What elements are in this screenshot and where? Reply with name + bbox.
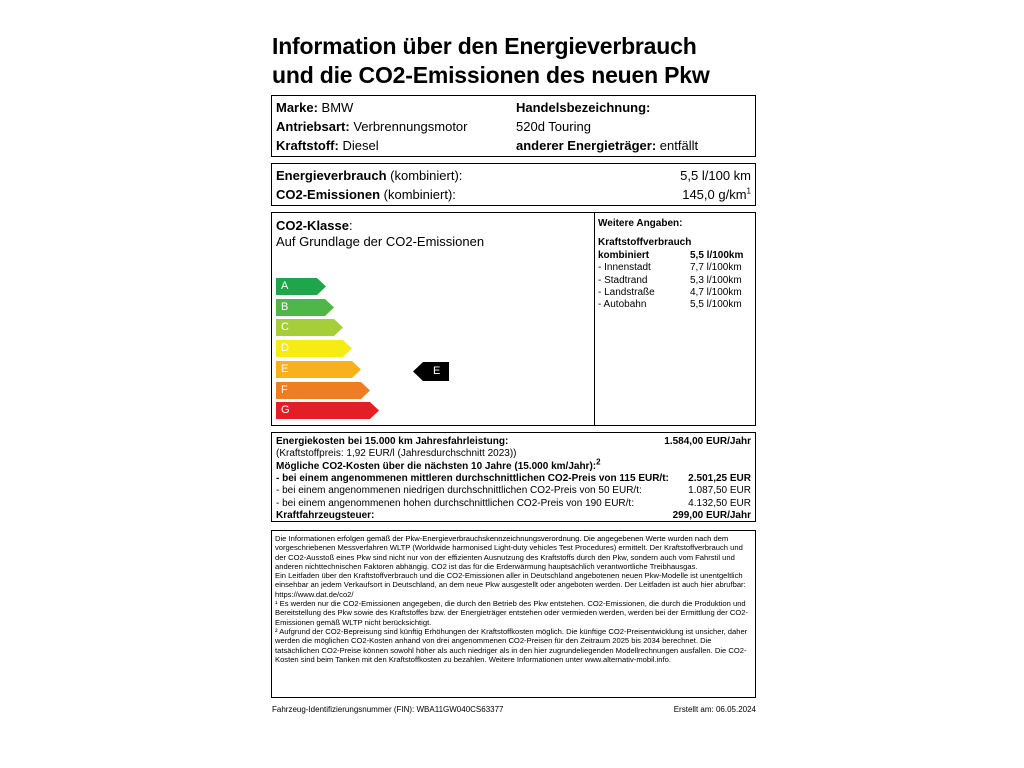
- cost-label: - bei einem angenommenen niedrigen durchschnittlichen CO2-Preis von 50 EUR/t:: [276, 485, 642, 497]
- anderer-energietraeger-row: [516, 138, 698, 154]
- cost-label: - bei einem angenommenen hohen durchschnittlichen CO2-Preis von 190 EUR/t:: [276, 497, 634, 509]
- anderer-energietraeger-value: entfällt: [659, 138, 699, 153]
- title-line-2: und die CO2-Emissionen des neuen Pkw: [272, 62, 710, 88]
- antriebsart-label: Antriebsart:: [276, 119, 350, 134]
- co2-class-box: [271, 212, 756, 426]
- consumption-box: [271, 163, 756, 206]
- cost-footnote-marker: 2: [596, 457, 601, 467]
- co2-emissionen-value: 145,0 g/km: [682, 187, 747, 202]
- co2-class-heading-colon: :: [348, 218, 353, 233]
- co2-class-letter: D: [281, 342, 289, 355]
- kraftstoffverbrauch-label: - Landstraße: [598, 286, 655, 298]
- co2-class-heading: [276, 218, 353, 234]
- marke-value: BMW: [321, 100, 354, 115]
- cost-value: 4.132,50 EUR: [688, 497, 751, 509]
- cost-label: Kraftfahrzeugsteuer:: [276, 509, 375, 521]
- weitere-angaben-heading: Weitere Angaben:: [598, 218, 683, 229]
- class-arrow-shape: [276, 382, 370, 399]
- cost-row: [276, 498, 751, 510]
- info-text-box: [271, 530, 756, 698]
- info-text: [275, 534, 753, 664]
- costs-box: [271, 432, 756, 522]
- energieverbrauch-row: [276, 168, 462, 184]
- co2-class-letter: A: [281, 280, 289, 292]
- cost-value: 1.087,50 EUR: [688, 485, 751, 497]
- anderer-energietraeger-label: anderer Energieträger:: [516, 138, 657, 153]
- cost-label: - bei einem angenommenen mittleren durchschnittlichen CO2-Preis von 115 EUR/t:: [276, 472, 669, 484]
- co2-class-letter: C: [281, 321, 289, 334]
- kraftstoffverbrauch-label: kombiniert: [598, 250, 650, 261]
- kraftstoffverbrauch-row: [598, 286, 742, 299]
- class-arrow-shape: [276, 361, 361, 378]
- selected-class-arrow-icon: [413, 362, 449, 381]
- co2-class-bar-d: [276, 340, 352, 357]
- cost-row: [276, 485, 751, 497]
- cost-row: [276, 436, 751, 448]
- marke-label: Marke:: [276, 100, 318, 115]
- info-paragraph-2: Ein Leitfaden über den Kraftstoffverbrauch und die CO2-Emissionen aller in Deutschland angebotenen neuen Pkw-Modelle ist unentgeltlich einsehbar an jedem Verkaufsort in Deutschland, an dem neue Pkw ausgestellt oder angeboten werden. Der Leitfaden ist auch hier abrufbar: https://www.dat.de/co2/: [275, 571, 746, 599]
- kraftstoffverbrauch-value: 4,7 l/100km: [690, 286, 742, 298]
- kraftstoffverbrauch-label: - Stadtrand: [598, 274, 648, 286]
- co2-class-heading-text: CO2-Klasse: [276, 218, 349, 233]
- cost-value: 299,00 EUR/Jahr: [672, 509, 751, 521]
- co2-class-bar-f: [276, 382, 370, 399]
- cost-label: Mögliche CO2-Kosten über die nächsten 10 Jahre (15.000 km/Jahr):: [276, 460, 597, 472]
- info-footnote-2: ² Aufgrund der CO2-Bepreisung sind künftig Erhöhungen der Kraftstoffkosten möglich. Die künftige CO2-Preisentwicklung ist unsicher, daher werden die möglichen CO2-Kosten anhand von drei angenommenen CO2-Preisen für den Zeitraum 2025 bis 2034 berechnet. Die tatsächlichen CO2-Preise können sowohl höher als auch niedriger als in den hier zugrundeliegenden Modellrechnungen ausfallen. Die CO2-Kosten sind beim Tanken mit den Kraftstoffkosten zu bezahlen. Weitere Informationen unter www.alternativ-mobil.info.: [275, 626, 748, 664]
- kraftstoffverbrauch-value: 5,3 l/100km: [690, 274, 742, 286]
- energieverbrauch-suffix: (kombiniert):: [390, 168, 463, 183]
- kraftstoffverbrauch-value: 5,5 l/100km: [690, 299, 742, 311]
- kraftstoffverbrauch-row: [598, 262, 742, 274]
- co2-class-bar-c: [276, 319, 343, 336]
- antriebsart-row: [276, 119, 468, 135]
- kraftstoffverbrauch-value: 5,5 l/100km: [690, 250, 744, 261]
- marke-row: [276, 100, 353, 116]
- cost-label: (Kraftstoffpreis: 1,92 EUR/l (Jahresdurchschnitt 2023)): [276, 448, 517, 460]
- co2-class-bar-e: [276, 361, 361, 378]
- co2-class-letter: F: [281, 383, 288, 396]
- handelsbezeichnung-label: Handelsbezeichnung:: [516, 100, 651, 115]
- kraftstoffverbrauch-value: 7,7 l/100km: [690, 262, 742, 274]
- info-footnote-1: ¹ Es werden nur die CO2-Emissionen angegeben, die durch den Betrieb des Pkw entstehen. CO2-Emissionen, die durch die Produktion und Bereitstellung des Pkw sowie des Kraftstoffes bzw. der Energieträger entstehen oder vermieden werden, werden bei der Ermittlung der CO2-Emissionen gemäß WLTP nicht berücksichtigt.: [275, 599, 749, 627]
- kraftstoffverbrauch-row: [598, 250, 744, 262]
- kraftstoffverbrauch-heading: Kraftstoffverbrauch: [598, 237, 692, 248]
- co2-class-letter: E: [281, 362, 289, 375]
- title-line-1: Information über den Energieverbrauch: [272, 33, 697, 59]
- vehicle-info-box: [271, 95, 756, 157]
- selected-class-marker: [413, 362, 449, 381]
- co2-emissionen-label: CO2-Emissionen: [276, 187, 381, 202]
- kraftstoffverbrauch-label: - Autobahn: [598, 299, 647, 311]
- antriebsart-value: Verbrennungsmotor: [353, 119, 468, 134]
- kraftstoffverbrauch-row: [598, 299, 742, 311]
- selected-class-label: E: [433, 365, 441, 377]
- kraftstoffverbrauch-row: [598, 274, 742, 287]
- energieverbrauch-value: 5,5 l/100 km: [680, 168, 751, 183]
- cost-row: [276, 473, 751, 485]
- cost-row: [276, 448, 751, 460]
- cost-value: 2.501,25 EUR: [688, 472, 751, 484]
- cost-value: 1.584,00 EUR/Jahr: [664, 436, 751, 447]
- energieverbrauch-label: Energieverbrauch: [276, 168, 387, 183]
- handelsbezeichnung-value: 520d Touring: [516, 119, 591, 134]
- kraftstoff-row: [276, 138, 379, 154]
- co2-class-letter: G: [281, 404, 290, 417]
- cost-row: [276, 510, 751, 522]
- cost-row: [276, 457, 751, 473]
- fin-number: Fahrzeug-Identifizierungsnummer (FIN): WBA11GW040CS63377: [272, 705, 504, 714]
- kraftstoffverbrauch-label: - Innenstadt: [598, 262, 651, 274]
- created-date: Erstellt am: 06.05.2024: [673, 705, 756, 714]
- co2-box-divider: [594, 213, 595, 425]
- class-arrow-shape: [276, 402, 379, 419]
- co2-emissionen-suffix: (kombiniert):: [383, 187, 456, 202]
- page-title: [272, 32, 792, 90]
- co2-class-letter: B: [281, 300, 289, 313]
- co2-footnote-marker: 1: [746, 186, 751, 196]
- co2-emissionen-value-wrap: [682, 187, 751, 203]
- co2-emissionen-row: [276, 187, 456, 203]
- kraftstoff-value: Diesel: [342, 138, 379, 153]
- kraftstoff-label: Kraftstoff:: [276, 138, 339, 153]
- cost-label: Energiekosten bei 15.000 km Jahresfahrleistung:: [276, 436, 509, 447]
- co2-class-subheading: Auf Grundlage der CO2-Emissionen: [276, 234, 485, 249]
- co2-class-bar-b: [276, 299, 334, 316]
- co2-class-bar-a: [276, 278, 326, 295]
- info-paragraph-1: Die Informationen erfolgen gemäß der Pkw-Energieverbrauchskennzeichnungsverordnung. Die angegebenen Werte wurden nach dem vorgeschriebenen Messverfahren WLTP (Worldwide harmonised Light-duty vehicles Test Procedures) ermittelt. Der Kraftstoffverbrauch und der CO2-Ausstoß eines Pkw sind nicht nur von der effizienten Ausnutzung des Kraftstoffs durch den Pkw, sondern auch vom Fahrstil und anderen nichttechnischen Faktoren abhängig. CO2 ist das für die Erderwärmung hauptsächlich verantwortliche Treibhausgas.: [275, 534, 743, 571]
- co2-class-bar-g: [276, 402, 379, 419]
